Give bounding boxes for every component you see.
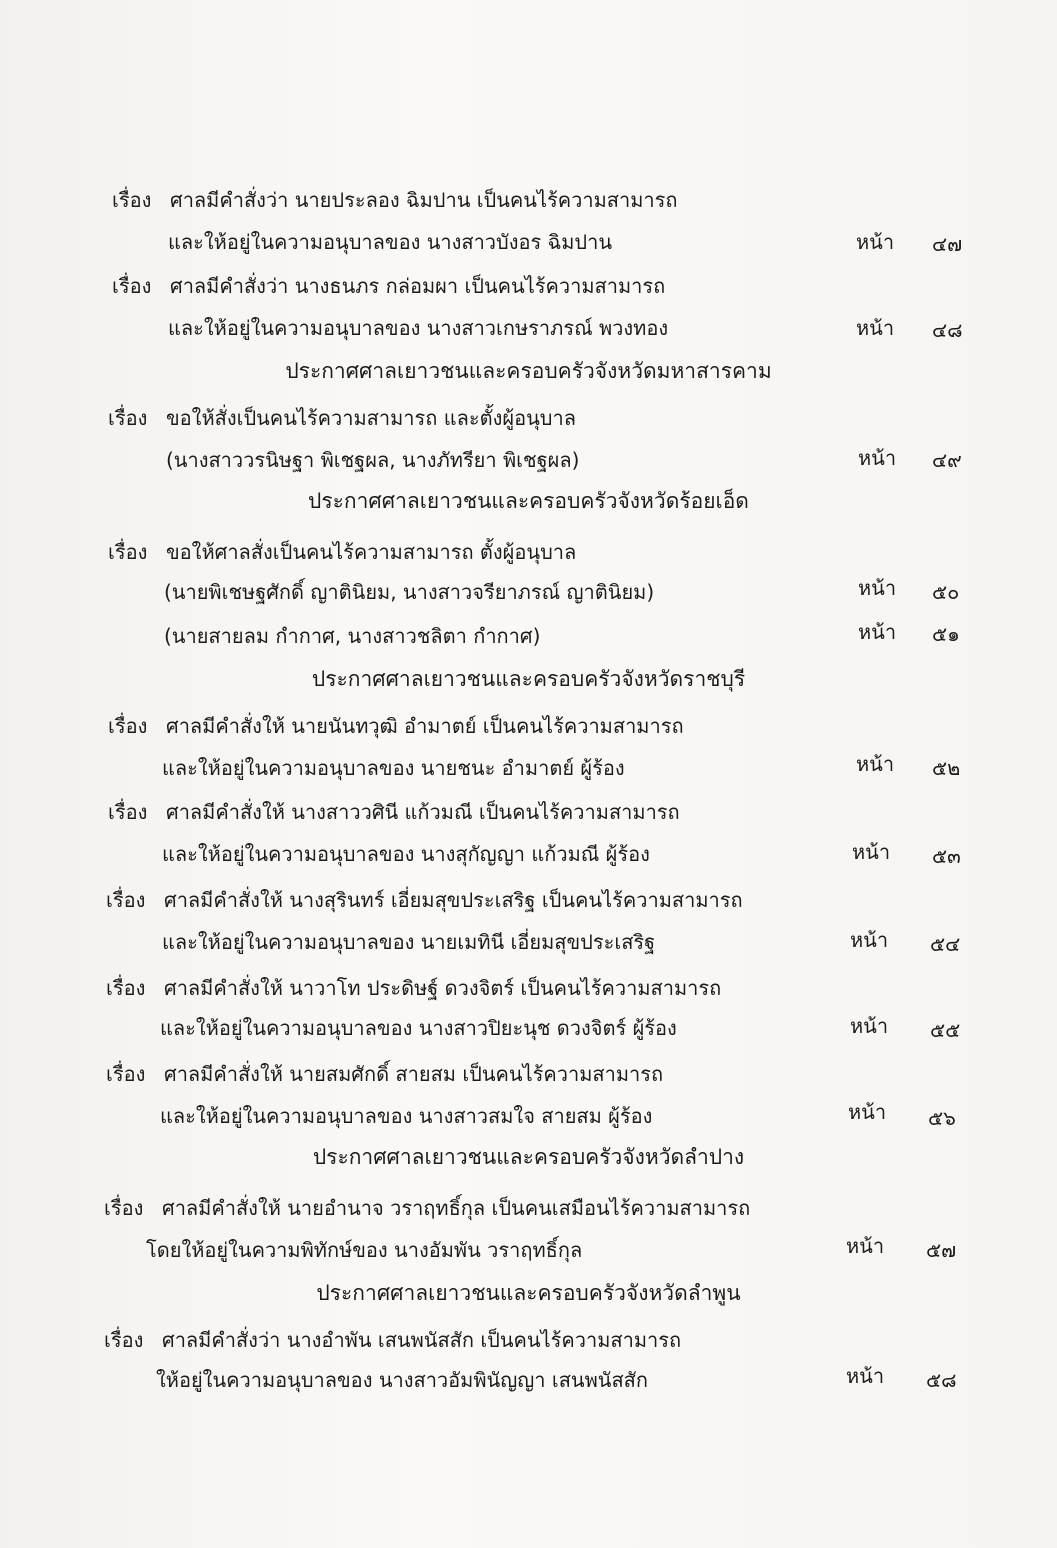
entry-line xyxy=(108,538,576,566)
page-number: ๕๓ xyxy=(932,844,961,868)
entry-line: โดยให้อยู่ในความพิทักษ์ของ นางอัมพัน วราฤทธิ์กุล xyxy=(146,1238,583,1262)
entry-label: เรื่อง xyxy=(108,540,148,564)
page-number: ๕๘ xyxy=(926,1368,957,1392)
entry-text: ศาลมีคำสั่งให้ นางสาววศินี แก้วมณี เป็นคนไร้ความสามารถ xyxy=(166,800,680,824)
entry-line: และให้อยู่ในความอนุบาลของ นางสุกัญญา แก้วมณี ผู้ร้อง xyxy=(162,842,650,866)
page-word: หน้า xyxy=(856,752,895,776)
entry-line: และให้อยู่ในความอนุบาลของ นายชนะ อำมาตย์ ผู้ร้อง xyxy=(162,756,625,780)
entry-text: ศาลมีคำสั่งให้ นายอำนาจ วราฤทธิ์กุล เป็นคนเสมือนไร้ความสามารถ xyxy=(162,1196,751,1220)
page-number: ๕๑ xyxy=(932,622,960,646)
entry-line xyxy=(108,798,680,826)
entry-line: (นายพิเชษฐศักดิ์ ญาตินิยม, นางสาวจรียาภรณ์ ญาตินิยม) xyxy=(164,580,655,604)
page-word: หน้า xyxy=(852,840,891,864)
entry-line: และให้อยู่ในความอนุบาลของ นางสาวเกษราภรณ์ พวงทอง xyxy=(168,316,669,340)
entry-label: เรื่อง xyxy=(106,1062,146,1086)
page-word: หน้า xyxy=(850,1014,889,1038)
page-word: หน้า xyxy=(846,1234,885,1258)
page-word: หน้า xyxy=(856,316,895,340)
entry-label: เรื่อง xyxy=(108,800,148,824)
entry-line xyxy=(108,712,684,740)
page-number: ๔๙ xyxy=(932,448,962,472)
entry-label: เรื่อง xyxy=(104,1328,144,1352)
page-word: หน้า xyxy=(858,576,897,600)
entry-line: และให้อยู่ในความอนุบาลของ นางสาวสมใจ สายสม ผู้ร้อง xyxy=(160,1104,653,1128)
entry-label: เรื่อง xyxy=(106,976,146,1000)
page-word: หน้า xyxy=(850,928,889,952)
page-word: หน้า xyxy=(846,1364,885,1388)
entry-text: ศาลมีคำสั่งให้ นายสมศักดิ์ สายสม เป็นคนไร้ความสามารถ xyxy=(164,1062,664,1086)
section-heading: ประกาศศาลเยาวชนและครอบครัวจังหวัดลำพูน xyxy=(316,1281,741,1305)
entry-line xyxy=(106,1060,663,1088)
entry-label: เรื่อง xyxy=(108,714,148,738)
page-number: ๔๗ xyxy=(932,232,963,256)
entry-label: เรื่อง xyxy=(112,188,152,212)
entry-line xyxy=(106,886,743,914)
entry-line: และให้อยู่ในความอนุบาลของ นายเมทินี เอี่ยมสุขประเสริฐ xyxy=(162,930,656,954)
entry-label: เรื่อง xyxy=(108,406,148,430)
entry-text: ศาลมีคำสั่งให้ นางสุรินทร์ เอี่ยมสุขประเสริฐ เป็นคนไร้ความสามารถ xyxy=(164,888,743,912)
section-heading: ประกาศศาลเยาวชนและครอบครัวจังหวัดร้อยเอ็ด xyxy=(308,489,749,513)
entry-text: ขอให้สั่งเป็นคนไร้ความสามารถ และตั้งผู้อนุบาล xyxy=(166,406,576,430)
page-word: หน้า xyxy=(856,230,895,254)
page-word: หน้า xyxy=(858,620,897,644)
page-number: ๕๗ xyxy=(926,1238,957,1262)
entry-line: (นางสาววรนิษฐา พิเชฐผล, นางภัทรียา พิเชฐผล) xyxy=(166,448,580,472)
section-heading: ประกาศศาลเยาวชนและครอบครัวจังหวัดราชบุรี xyxy=(311,667,746,691)
page-number: ๕๔ xyxy=(930,932,961,956)
page-number: ๕๖ xyxy=(928,1106,956,1130)
entry-line xyxy=(106,974,721,1002)
entry-line xyxy=(104,1326,681,1354)
entry-label: เรื่อง xyxy=(112,274,152,298)
section-heading: ประกาศศาลเยาวชนและครอบครัวจังหวัดลำปาง xyxy=(312,1145,745,1169)
entry-text: ศาลมีคำสั่งว่า นางธนภร กล่อมผา เป็นคนไร้ความสามารถ xyxy=(170,274,666,298)
entry-text: ศาลมีคำสั่งให้ นายนันทวุฒิ อำมาตย์ เป็นคนไร้ความสามารถ xyxy=(166,714,684,738)
entry-line xyxy=(108,404,576,432)
entry-line xyxy=(104,1194,750,1222)
page-number: ๕๕ xyxy=(930,1018,961,1042)
entry-line xyxy=(112,186,678,214)
entry-line: และให้อยู่ในความอนุบาลของ นางสาวบังอร ฉิมปาน xyxy=(168,230,613,254)
entry-text: ศาลมีคำสั่งให้ นาวาโท ประดิษฐ์ ดวงจิตร์ เป็นคนไร้ความสามารถ xyxy=(164,976,722,1000)
page-number: ๕๒ xyxy=(932,756,961,780)
page-word: หน้า xyxy=(848,1100,887,1124)
entry-label: เรื่อง xyxy=(104,1196,144,1220)
entry-text: ศาลมีคำสั่งว่า นางอำพัน เสนพนัสสัก เป็นคนไร้ความสามารถ xyxy=(162,1328,682,1352)
entry-line: และให้อยู่ในความอนุบาลของ นางสาวปิยะนุช ดวงจิตร์ ผู้ร้อง xyxy=(160,1016,677,1040)
page-number: ๕๐ xyxy=(932,580,960,604)
entry-label: เรื่อง xyxy=(106,888,146,912)
page-word: หน้า xyxy=(858,446,897,470)
entry-line xyxy=(112,272,665,300)
section-heading: ประกาศศาลเยาวชนและครอบครัวจังหวัดมหาสารคาม xyxy=(285,359,772,383)
page-number: ๔๘ xyxy=(932,318,963,342)
entry-line: (นายสายลม กำกาศ, นางสาวชลิตา กำกาศ) xyxy=(164,624,541,648)
entry-text: ศาลมีคำสั่งว่า นายประลอง ฉิมปาน เป็นคนไร้ความสามารถ xyxy=(170,188,678,212)
entry-text: ขอให้ศาลสั่งเป็นคนไร้ความสามารถ ตั้งผู้อนุบาล xyxy=(166,540,577,564)
entry-line: ให้อยู่ในความอนุบาลของ นางสาวอัมพินัญญา เสนพนัสสัก xyxy=(156,1368,648,1392)
